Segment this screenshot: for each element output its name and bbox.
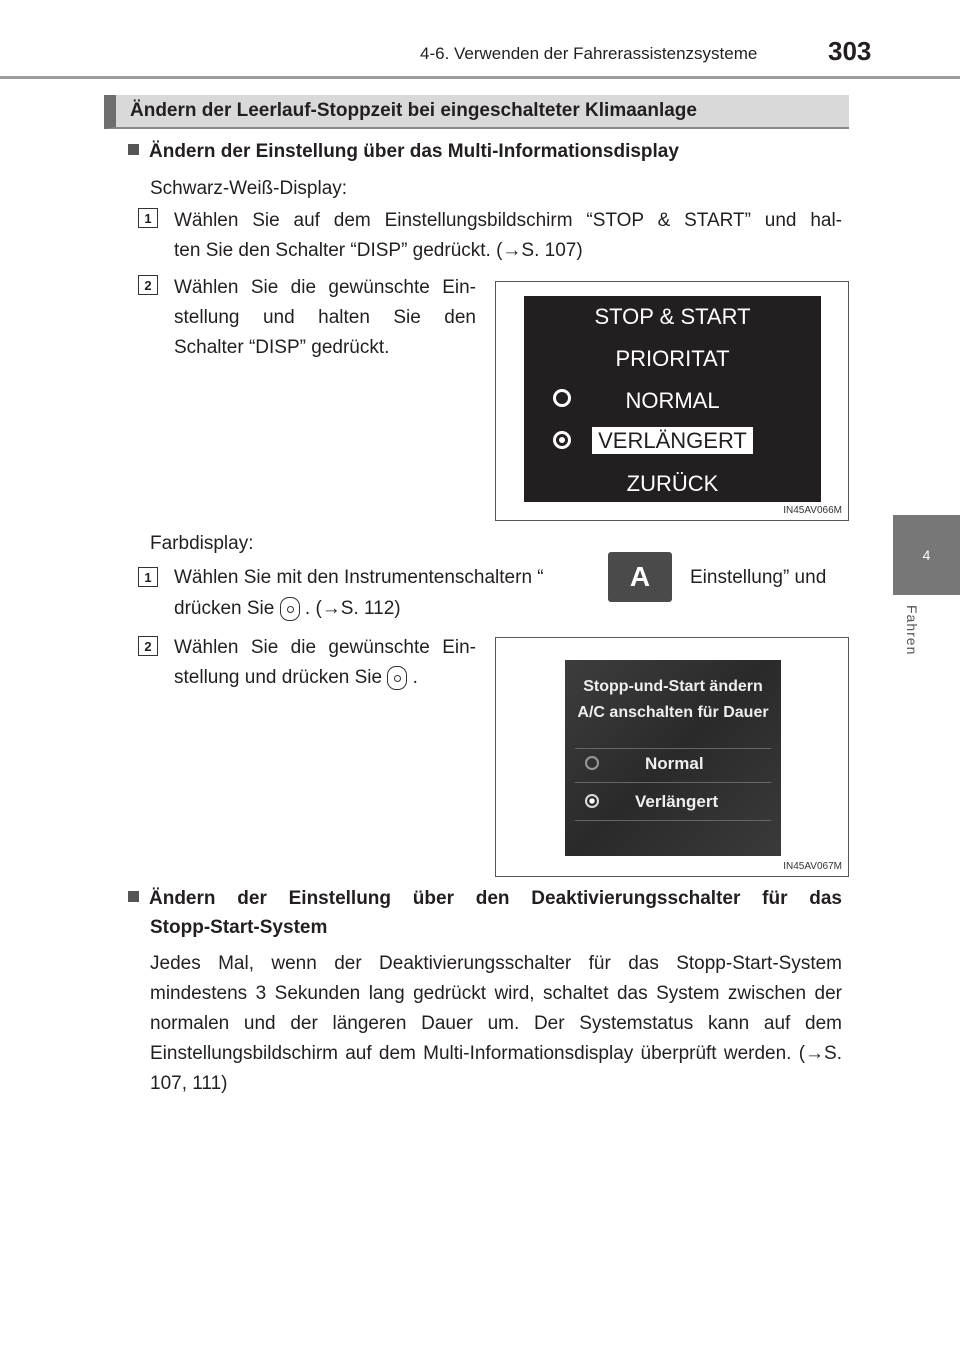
color-lcd-screen <box>565 660 781 856</box>
lcd-line-stop-start: STOP & START <box>594 304 751 329</box>
switch-body: Jedes Mal, wenn der Deaktivierungsschalter für das Stopp-Start-System mindestens 3 Sekunden lang gedrückt wird, schaltet das System zwischen der normalen und der längeren Dauer um. Der Systemstatus kann auf dem Einstellungsbildschirm auf dem Multi-Informationsdisplay überprüft werden. (→S. 107, 111) <box>150 953 842 1094</box>
lcd-line-prioritat: PRIORITAT <box>615 346 730 371</box>
page-number: 303 <box>828 36 872 66</box>
radio-unselected-icon <box>585 756 599 770</box>
color-title-1: Stopp-und-Start ändern <box>583 678 763 695</box>
bw-lcd-screen <box>524 296 821 502</box>
step-number: 2 <box>144 638 152 654</box>
figure-color-display <box>495 637 849 877</box>
color-step1-part4: . (→S. 112) <box>304 598 401 619</box>
step-number: 1 <box>144 569 152 585</box>
bullet-square <box>128 144 139 155</box>
step-number: 1 <box>144 210 152 226</box>
switch-heading-line1 <box>128 884 842 914</box>
section-heading <box>104 95 849 129</box>
settings-app-icon: A <box>608 552 672 602</box>
lcd-line-normal: NORMAL <box>625 388 720 413</box>
bw-label: Schwarz-Weiß-Display: <box>150 178 348 199</box>
figure-caption: IN45AV066M <box>783 505 842 516</box>
step-number: 2 <box>144 277 152 293</box>
switch-heading-text1: Ändern der Einstellung über den Deaktivierungsschalter für das <box>149 888 842 909</box>
color-label: Farbdisplay: <box>150 533 254 554</box>
option-selected-icon <box>553 431 571 449</box>
chapter-label: Fahren <box>904 605 920 656</box>
color-step1-line2 <box>174 594 401 624</box>
section-heading-text: Ändern der Leerlauf-Stoppzeit bei eingeschalteter Klimaanlage <box>130 100 697 121</box>
color-step2-part1: stellung und drücken Sie <box>174 667 383 688</box>
figure-bw-display <box>495 281 849 521</box>
enter-button-icon <box>387 666 407 690</box>
chapter-tab <box>893 515 960 595</box>
color-title-2: A/C anschalten für Dauer <box>577 704 769 721</box>
color-step2-line2 <box>174 663 418 693</box>
bw-step2-line3: Schalter “DISP” gedrückt. <box>174 337 390 358</box>
step-badge-2 <box>138 275 158 295</box>
figure-caption: IN45AV067M <box>783 861 842 872</box>
header-title: 4-6. Verwenden der Fahrerassistenzsysteme <box>420 44 758 63</box>
step-badge-1b <box>138 567 158 587</box>
color-step2-line1: Wählen Sie die gewünschte Ein- <box>174 637 476 658</box>
lcd-line-zurueck: ZURÜCK <box>626 471 719 496</box>
lcd-line-verlaengert: VERLÄNGERT <box>592 427 753 454</box>
color-step1-part2: Einstellung” und <box>690 567 827 588</box>
color-divider <box>575 820 771 821</box>
step-badge-1 <box>138 208 158 228</box>
chapter-number: 4 <box>922 547 931 563</box>
color-step2-part2: . <box>412 667 418 688</box>
multi-heading <box>128 137 679 167</box>
color-divider <box>575 782 771 783</box>
color-option-normal: Normal <box>645 754 704 773</box>
color-step1-part1: Wählen Sie mit den Instrumentenschaltern “ <box>174 567 544 588</box>
multi-heading-text: Ändern der Einstellung über das Multi-Informationsdisplay <box>149 141 679 162</box>
color-option-verlaengert: Verlängert <box>635 792 719 811</box>
bw-step1-line2: ten Sie den Schalter “DISP” gedrückt. (→S. 107) <box>174 240 583 261</box>
bullet-square <box>128 891 139 902</box>
option-circle-icon <box>553 389 571 407</box>
bw-step1-line1: Wählen Sie auf dem Einstellungsbildschirm “STOP & START” und hal- <box>174 210 842 231</box>
enter-button-icon <box>280 597 300 621</box>
radio-selected-icon <box>585 794 599 808</box>
color-step1-part3: drücken Sie <box>174 598 275 619</box>
color-divider <box>575 748 771 749</box>
bw-step2-line2: stellung und halten Sie den <box>174 307 476 328</box>
bw-step2-line1: Wählen Sie die gewünschte Ein- <box>174 277 476 298</box>
switch-heading-line2: Stopp-Start-System <box>150 917 328 938</box>
header-rule <box>0 76 960 79</box>
step-badge-2b <box>138 636 158 656</box>
